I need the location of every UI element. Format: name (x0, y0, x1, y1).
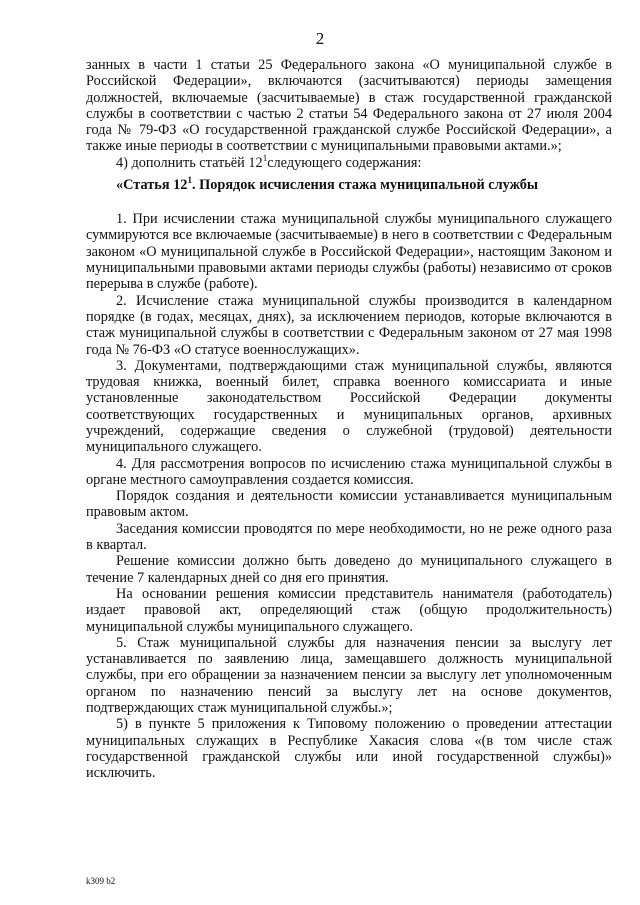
article-paragraph-1: 1. При исчислении стажа муниципальной службы муниципального служащего суммируются все включаемые (засчитываемые) в него в соответствии с Федеральным законом «О муниципальной службе в Российской Федерации», настоящим Законом и муниципальными правовыми актами периоды службы (работы) независимо от сроков перерыва в службе (работе). (86, 211, 612, 293)
article-paragraph-commission-procedure: Порядок создания и деятельности комиссии устанавливается муниципальным правовым актом. (86, 488, 612, 521)
amendment-item-5: 5) в пункте 5 приложения к Типовому положению о проведении аттестации муниципальных служащих в Республике Хакасия слова «(в том числе стаж государственной гражданской службы или иной государственной службы)» исключить. (86, 716, 612, 782)
article-heading-prefix: «Статья 12 (116, 176, 188, 193)
document-body (86, 57, 612, 782)
article-paragraph-5: 5. Стаж муниципальной службы для назначения пенсии за выслугу лет устанавливается по заявлению лица, замещавшего должность муниципальной службы, при его обращении за назначением пенсии за выслугу лет уполномоченным органом по назначению пенсий за выслугу лет на основе документов, подтверждающих стаж муниципальной службы.»; (86, 634, 612, 717)
amendment-item-4-prefix: 4) дополнить статьёй 12 (116, 154, 263, 171)
amendment-item-4-superscript: 1 (262, 153, 268, 164)
footer-code: k309 b2 (86, 876, 116, 886)
article-paragraph-commission-decision: Решение комиссии должно быть доведено до муниципального служащего в течение 7 календарных дней со дня его принятия. (86, 553, 612, 586)
amendment-item-4 (86, 155, 612, 171)
page-number: 2 (315, 29, 325, 48)
article-heading-superscript: 1 (187, 175, 192, 186)
amendment-item-4-suffix: следующего содержания: (267, 154, 422, 171)
article-paragraph-3: 3. Документами, подтверждающими стаж муниципальной службы, являются трудовая книжка, военный билет, справка военного комиссариата и иные установленные законодательством Российской Федерации документы соответствующих государственных и муниципальных органов, архивных учреждений, содержащие сведения о служебной (трудовой) деятельности муниципального служащего. (86, 357, 612, 456)
paragraph-continuation: занных в части 1 статьи 25 Федерального закона «О муниципальной службе в Российской Федерации», включаются (засчитываются) периоды замещения должностей, включаемые (засчитываемые) в стаж государственной гражданской службы в соответствии с частью 2 статьи 54 Федерального закона от 27 июля 2004 года № 79-ФЗ «О государственной гражданской службе Российской Федерации», а также иные периоды в соответствии с муниципальными правовыми актами.»; (86, 57, 612, 155)
article-heading (86, 172, 612, 193)
article-paragraph-legal-act: На основании решения комиссии представитель нанимателя (работодатель) издает правовой акт, определяющий стаж (общую продолжительность) муниципальной службы муниципального служащего. (86, 585, 612, 635)
article-heading-title: . Порядок исчисления стажа муниципальной службы (191, 176, 539, 193)
article-paragraph-2: 2. Исчисление стажа муниципальной службы производится в календарном порядке (в годах, месяцах, днях), за исключением периодов, которые включаются в стаж муниципальной службы в соответствии с Федеральным законом от 27 мая 1998 года № 76-ФЗ «О статусе военнослужащих». (86, 292, 612, 358)
article-paragraph-4: 4. Для рассмотрения вопросов по исчислению стажа муниципальной службы в органе местного самоуправления создается комиссия. (86, 455, 612, 488)
article-paragraph-commission-meetings: Заседания комиссии проводятся по мере необходимости, но не реже одного раза в квартал. (86, 520, 612, 554)
